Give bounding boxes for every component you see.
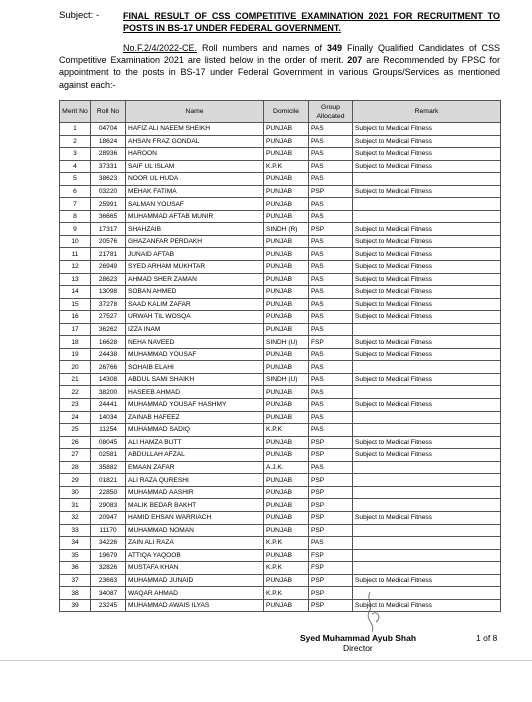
table-row (60, 587, 501, 600)
cell-group: PAS (309, 323, 353, 336)
cell-roll: 11254 (91, 424, 126, 437)
cell-remark: Subject to Medical Fitness (353, 311, 501, 324)
table-row (60, 373, 501, 386)
cell-name: AHMAD SHER ZAMAN (126, 273, 264, 286)
table-row (60, 210, 501, 223)
cell-group: PAS (309, 273, 353, 286)
cell-roll: 36262 (91, 323, 126, 336)
recommended-count: 207 (347, 55, 363, 66)
table-row (60, 486, 501, 499)
cell-name: SOHAIB ELAHI (126, 361, 264, 374)
cell-remark (353, 461, 501, 474)
cell-name: NOOR UL HUDA (126, 173, 264, 186)
cell-domicile: A.J.K. (264, 461, 309, 474)
cell-remark: Subject to Medical Fitness (353, 336, 501, 349)
cell-domicile: PUNJAB (264, 123, 309, 136)
cell-name: MUHAMMAD AFTAB MUNIR (126, 210, 264, 223)
table-row (60, 235, 501, 248)
cell-roll: 16628 (91, 336, 126, 349)
cell-domicile: PUNJAB (264, 361, 309, 374)
cell-domicile: PUNJAB (264, 185, 309, 198)
header-merit: Merit No (60, 101, 91, 123)
cell-merit: 14 (60, 286, 91, 299)
table-row (60, 449, 501, 462)
cell-roll: 28623 (91, 273, 126, 286)
cell-name: SHAHZAIB (126, 223, 264, 236)
cell-remark (353, 361, 501, 374)
cell-group: PAS (309, 424, 353, 437)
cell-roll: 08045 (91, 436, 126, 449)
header-name: Name (126, 101, 264, 123)
cell-domicile: SINDH (U) (264, 373, 309, 386)
page-number: 1 of 8 (476, 633, 498, 643)
cell-name: MUHAMMAD JUNAID (126, 574, 264, 587)
cell-remark (353, 537, 501, 550)
cell-group: PAS (309, 148, 353, 161)
cell-domicile: PUNJAB (264, 574, 309, 587)
cell-group: PAS (309, 373, 353, 386)
cell-remark: Subject to Medical Fitness (353, 273, 501, 286)
cell-merit: 37 (60, 574, 91, 587)
cell-name: HAFIZ ALI NAEEM SHEIKH (126, 123, 264, 136)
header-remark: Remark (353, 101, 501, 123)
cell-domicile: PUNJAB (264, 348, 309, 361)
cell-group: PSP (309, 185, 353, 198)
cell-remark (353, 173, 501, 186)
table-row (60, 286, 501, 299)
page-divider (0, 660, 532, 661)
cell-domicile: PUNJAB (264, 474, 309, 487)
cell-domicile: K.P.K (264, 562, 309, 575)
signatory-title: Director (343, 643, 373, 653)
cell-merit: 16 (60, 311, 91, 324)
cell-remark (353, 562, 501, 575)
table-row (60, 248, 501, 261)
cell-remark: Subject to Medical Fitness (353, 286, 501, 299)
cell-remark: Subject to Medical Fitness (353, 135, 501, 148)
table-row (60, 185, 501, 198)
cell-merit: 2 (60, 135, 91, 148)
table-row (60, 298, 501, 311)
cell-domicile: SINDH (R) (264, 223, 309, 236)
cell-remark (353, 386, 501, 399)
cell-roll: 22850 (91, 486, 126, 499)
table-row (60, 135, 501, 148)
cell-group: PAS (309, 160, 353, 173)
cell-group: FSP (309, 549, 353, 562)
cell-remark: Subject to Medical Fitness (353, 574, 501, 587)
cell-domicile: PUNJAB (264, 549, 309, 562)
cell-roll: 13098 (91, 286, 126, 299)
cell-name: ABDUL SAMI SHAIKH (126, 373, 264, 386)
cell-domicile: PUNJAB (264, 173, 309, 186)
cell-name: EMAAN ZAFAR (126, 461, 264, 474)
cell-remark (353, 424, 501, 437)
subject-text: FINAL RESULT OF CSS COMPETITIVE EXAMINATION 2021 FOR RECRUITMENT TO POSTS IN BS-17 UNDER FEDERAL GOVERNMENT. (123, 11, 500, 33)
cell-merit: 10 (60, 235, 91, 248)
header-group: Group Allocated (309, 101, 353, 123)
cell-domicile: PUNJAB (264, 511, 309, 524)
cell-name: ALI HAMZA BUTT (126, 436, 264, 449)
cell-group: FSP (309, 562, 353, 575)
cell-merit: 24 (60, 411, 91, 424)
cell-name: HASEEB AHMAD (126, 386, 264, 399)
cell-remark (353, 486, 501, 499)
cell-roll: 24438 (91, 348, 126, 361)
cell-roll: 17317 (91, 223, 126, 236)
cell-remark (353, 210, 501, 223)
cell-name: MUHAMMAD AASHIR (126, 486, 264, 499)
cell-domicile: PUNJAB (264, 449, 309, 462)
cell-name: NEHA NAVEED (126, 336, 264, 349)
cell-remark: Subject to Medical Fitness (353, 599, 501, 612)
table-row (60, 524, 501, 537)
cell-domicile: PUNJAB (264, 499, 309, 512)
cell-name: JUNAID AFTAB (126, 248, 264, 261)
cell-remark: Subject to Medical Fitness (353, 511, 501, 524)
results-table (59, 100, 501, 612)
table-row (60, 348, 501, 361)
cell-group: PAS (309, 411, 353, 424)
cell-domicile: PUNJAB (264, 599, 309, 612)
cell-group: PSP (309, 449, 353, 462)
cell-name: SALMAN YOUSAF (126, 198, 264, 211)
table-row (60, 474, 501, 487)
cell-group: PAS (309, 386, 353, 399)
cell-merit: 5 (60, 173, 91, 186)
cell-remark (353, 549, 501, 562)
cell-merit: 6 (60, 185, 91, 198)
cell-domicile: PUNJAB (264, 261, 309, 274)
cell-group: PAS (309, 361, 353, 374)
cell-merit: 8 (60, 210, 91, 223)
cell-remark (353, 524, 501, 537)
cell-merit: 29 (60, 474, 91, 487)
cell-roll: 23663 (91, 574, 126, 587)
cell-group: PSP (309, 574, 353, 587)
cell-roll: 20947 (91, 511, 126, 524)
cell-roll: 19679 (91, 549, 126, 562)
cell-merit: 27 (60, 449, 91, 462)
cell-roll: 23245 (91, 599, 126, 612)
cell-roll: 14034 (91, 411, 126, 424)
cell-domicile: PUNJAB (264, 486, 309, 499)
cell-roll: 36665 (91, 210, 126, 223)
table-row (60, 361, 501, 374)
table-row (60, 386, 501, 399)
table-row (60, 223, 501, 236)
cell-domicile: PUNJAB (264, 248, 309, 261)
cell-remark: Subject to Medical Fitness (353, 449, 501, 462)
cell-name: SOBAN AHMED (126, 286, 264, 299)
cell-merit: 34 (60, 537, 91, 550)
signatory-name: Syed Muhammad Ayub Shah (300, 633, 417, 643)
cell-domicile: PUNJAB (264, 198, 309, 211)
handwritten-signature (362, 590, 392, 636)
cell-merit: 28 (60, 461, 91, 474)
cell-remark: Subject to Medical Fitness (353, 261, 501, 274)
table-row (60, 336, 501, 349)
table-body (60, 123, 501, 612)
cell-merit: 17 (60, 323, 91, 336)
cell-domicile: PUNJAB (264, 148, 309, 161)
cell-merit: 25 (60, 424, 91, 437)
cell-roll: 18624 (91, 135, 126, 148)
cell-remark: Subject to Medical Fitness (353, 185, 501, 198)
cell-group: PAS (309, 311, 353, 324)
cell-roll: 29083 (91, 499, 126, 512)
table-header-row (60, 101, 501, 123)
table-row (60, 148, 501, 161)
cell-group: PAS (309, 261, 353, 274)
cell-roll: 26949 (91, 261, 126, 274)
cell-merit: 36 (60, 562, 91, 575)
cell-remark: Subject to Medical Fitness (353, 148, 501, 161)
cell-merit: 38 (60, 587, 91, 600)
cell-name: MUHAMMAD NOMAN (126, 524, 264, 537)
cell-group: PAS (309, 461, 353, 474)
qualified-count: 349 (327, 43, 343, 53)
cell-name: HAROON (126, 148, 264, 161)
cell-remark: Subject to Medical Fitness (353, 160, 501, 173)
cell-merit: 35 (60, 549, 91, 562)
cell-domicile: PUNJAB (264, 411, 309, 424)
cell-roll: 21781 (91, 248, 126, 261)
cell-roll: 38623 (91, 173, 126, 186)
table-row (60, 562, 501, 575)
cell-roll: 35882 (91, 461, 126, 474)
cell-roll: 14308 (91, 373, 126, 386)
table-row (60, 399, 501, 412)
cell-remark: Subject to Medical Fitness (353, 248, 501, 261)
cell-group: PSP (309, 486, 353, 499)
cell-group: PAS (309, 123, 353, 136)
table-row (60, 123, 501, 136)
cell-remark: Subject to Medical Fitness (353, 348, 501, 361)
cell-name: IZZA INAM (126, 323, 264, 336)
cell-name: URWAH TIL WOSQA (126, 311, 264, 324)
cell-merit: 26 (60, 436, 91, 449)
cell-name: ALI RAZA QURESHI (126, 474, 264, 487)
cell-group: PAS (309, 235, 353, 248)
cell-name: AHSAN FRAZ GONDAL (126, 135, 264, 148)
cell-name: SYED ARHAM MUKHTAR (126, 261, 264, 274)
cell-remark (353, 411, 501, 424)
table-row (60, 549, 501, 562)
cell-roll: 01821 (91, 474, 126, 487)
cell-merit: 21 (60, 373, 91, 386)
table-row (60, 461, 501, 474)
cell-domicile: K.P.K (264, 537, 309, 550)
cell-group: PAS (309, 537, 353, 550)
cell-domicile: PUNJAB (264, 386, 309, 399)
cell-group: PSP (309, 524, 353, 537)
table-row (60, 599, 501, 612)
subject-label: Subject: - (59, 10, 100, 21)
cell-domicile: PUNJAB (264, 135, 309, 148)
cell-roll: 32826 (91, 562, 126, 575)
cell-domicile: PUNJAB (264, 210, 309, 223)
cell-group: PAS (309, 173, 353, 186)
cell-merit: 22 (60, 386, 91, 399)
cell-group: PAS (309, 248, 353, 261)
cell-remark (353, 323, 501, 336)
cell-group: PAS (309, 286, 353, 299)
cell-group: PAS (309, 298, 353, 311)
cell-roll: 03220 (91, 185, 126, 198)
cell-remark (353, 474, 501, 487)
cell-domicile: PUNJAB (264, 524, 309, 537)
cell-domicile: K.P.K (264, 424, 309, 437)
cell-remark (353, 198, 501, 211)
cell-remark: Subject to Medical Fitness (353, 436, 501, 449)
cell-remark: Subject to Medical Fitness (353, 223, 501, 236)
cell-merit: 13 (60, 273, 91, 286)
cell-remark: Subject to Medical Fitness (353, 298, 501, 311)
cell-remark: Subject to Medical Fitness (353, 123, 501, 136)
cell-name: MALIK BEDAR BAKHT (126, 499, 264, 512)
cell-remark: Subject to Medical Fitness (353, 235, 501, 248)
cell-roll: 04704 (91, 123, 126, 136)
cell-domicile: PUNJAB (264, 298, 309, 311)
cell-name: ABDULLAH AFZAL (126, 449, 264, 462)
table-row (60, 499, 501, 512)
cell-merit: 31 (60, 499, 91, 512)
table-row (60, 323, 501, 336)
cell-remark (353, 499, 501, 512)
cell-merit: 11 (60, 248, 91, 261)
cell-name: MUHAMMAD SADIQ (126, 424, 264, 437)
cell-roll: 02581 (91, 449, 126, 462)
cell-domicile: PUNJAB (264, 311, 309, 324)
cell-roll: 28936 (91, 148, 126, 161)
cell-remark: Subject to Medical Fitness (353, 399, 501, 412)
cell-group: PAS (309, 348, 353, 361)
cell-name: SAAD KALIM ZAFAR (126, 298, 264, 311)
cell-merit: 20 (60, 361, 91, 374)
reference-number: No.F.2/4/2022-CE. (123, 43, 198, 53)
cell-merit: 1 (60, 123, 91, 136)
cell-name: MUHAMMAD YOUSAF (126, 348, 264, 361)
cell-roll: 24441 (91, 399, 126, 412)
cell-merit: 3 (60, 148, 91, 161)
cell-domicile: PUNJAB (264, 323, 309, 336)
cell-roll: 25991 (91, 198, 126, 211)
cell-merit: 32 (60, 511, 91, 524)
cell-roll: 38200 (91, 386, 126, 399)
cell-group: PSP (309, 587, 353, 600)
cell-domicile: SINDH (U) (264, 336, 309, 349)
cell-merit: 7 (60, 198, 91, 211)
table-row (60, 574, 501, 587)
cell-domicile: PUNJAB (264, 286, 309, 299)
cell-name: MUHAMMAD AWAIS ILYAS (126, 599, 264, 612)
cell-group: PAS (309, 210, 353, 223)
cell-roll: 37331 (91, 160, 126, 173)
cell-name: ATTIQA YAQOOB (126, 549, 264, 562)
cell-domicile: K.P.K (264, 587, 309, 600)
table-row (60, 411, 501, 424)
cell-name: WAQAR AHMAD (126, 587, 264, 600)
table-row (60, 424, 501, 437)
cell-group: PSP (309, 499, 353, 512)
cell-merit: 23 (60, 399, 91, 412)
cell-name: MEHAK FATIMA (126, 185, 264, 198)
table-row (60, 261, 501, 274)
cell-domicile: K.P.K (264, 160, 309, 173)
cell-merit: 18 (60, 336, 91, 349)
cell-merit: 9 (60, 223, 91, 236)
cell-group: PSP (309, 511, 353, 524)
cell-domicile: PUNJAB (264, 399, 309, 412)
table-row (60, 311, 501, 324)
table-row (60, 537, 501, 550)
cell-roll: 34087 (91, 587, 126, 600)
intro-paragraph: No.F.2/4/2022-CE. Roll numbers and names of 349 Finally Qualified Candidates of CSS Competitive Examination 2021 are listed below in the order of merit. 207 are Recommended by FPSC for appointment to the posts in BS-17 under Federal Government in various Groups/Services as mentioned against each:- (59, 43, 501, 90)
table-row (60, 198, 501, 211)
cell-name: ZAIN ALI RAZA (126, 537, 264, 550)
cell-remark: Subject to Medical Fitness (353, 373, 501, 386)
cell-roll: 26766 (91, 361, 126, 374)
cell-merit: 15 (60, 298, 91, 311)
table-row (60, 511, 501, 524)
cell-roll: 27527 (91, 311, 126, 324)
table-row (60, 160, 501, 173)
table-row (60, 173, 501, 186)
cell-group: PSP (309, 436, 353, 449)
header-domicile: Domicile (264, 101, 309, 123)
cell-name: SAIF UL ISLAM (126, 160, 264, 173)
cell-group: PAS (309, 399, 353, 412)
cell-roll: 20576 (91, 235, 126, 248)
cell-domicile: PUNJAB (264, 235, 309, 248)
cell-group: PSP (309, 474, 353, 487)
header-roll: Roll No (91, 101, 126, 123)
cell-merit: 30 (60, 486, 91, 499)
cell-group: PSP (309, 599, 353, 612)
cell-merit: 19 (60, 348, 91, 361)
cell-roll: 37278 (91, 298, 126, 311)
cell-merit: 4 (60, 160, 91, 173)
cell-name: HAMID EHSAN WARRIACH (126, 511, 264, 524)
cell-roll: 11170 (91, 524, 126, 537)
table-row (60, 436, 501, 449)
cell-merit: 12 (60, 261, 91, 274)
cell-merit: 33 (60, 524, 91, 537)
cell-group: PAS (309, 135, 353, 148)
cell-group: PSP (309, 223, 353, 236)
cell-domicile: PUNJAB (264, 436, 309, 449)
cell-domicile: PUNJAB (264, 273, 309, 286)
cell-name: ZAINAB HAFEEZ (126, 411, 264, 424)
table-row (60, 273, 501, 286)
cell-group: PAS (309, 198, 353, 211)
cell-merit: 39 (60, 599, 91, 612)
cell-roll: 34226 (91, 537, 126, 550)
cell-name: MUSTAFA KHAN (126, 562, 264, 575)
cell-name: MUHAMMAD YOUSAF HASHMY (126, 399, 264, 412)
cell-name: GHAZANFAR PERDAKH (126, 235, 264, 248)
cell-group: FSP (309, 336, 353, 349)
